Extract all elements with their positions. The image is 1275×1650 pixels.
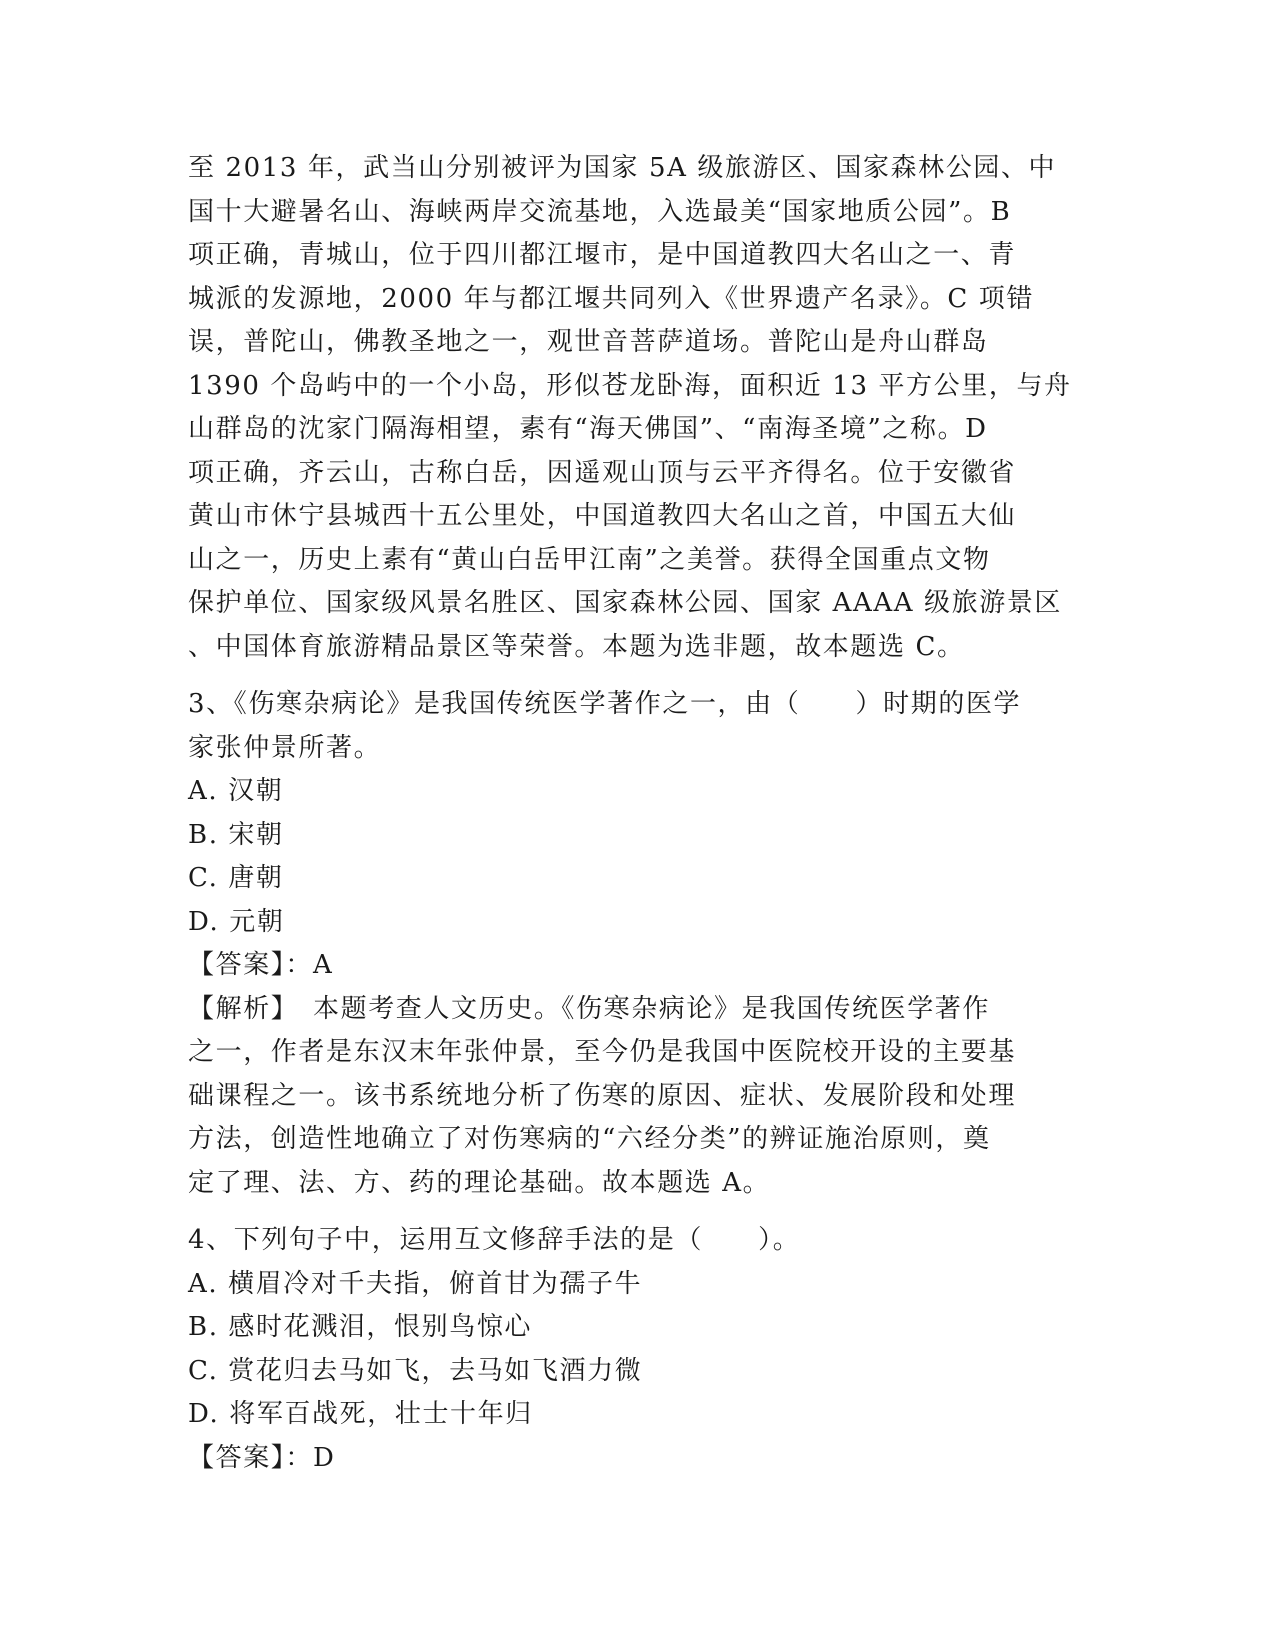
text-line: 、中国体育旅游精品景区等荣誉。本题为选非题，故本题选 C。 [188, 631, 965, 662]
text-line: 山之一，历史上素有“黄山白岳甲江南”之美誉。获得全国重点文物 [188, 544, 991, 575]
explanation-continued [188, 147, 1083, 669]
answer-line: 【答案】：A [188, 950, 334, 980]
spacer [188, 1205, 1083, 1219]
analysis-line: 方法，创造性地确立了对伤寒病的“六经分类”的辨证施治原则，奠 [188, 1124, 991, 1154]
text-line: 山群岛的沈家门隔海相望，素有“海天佛国”、“南海圣境”之称。D [188, 414, 988, 444]
option-c: C. 赏花归去马如飞，去马如飞酒力微 [188, 1355, 643, 1386]
option-d: D. 将军百战死，壮士十年归 [188, 1399, 533, 1429]
question-3 [188, 683, 1083, 1205]
analysis-line: 定了理、法、方、药的理论基础。故本题选 A。 [188, 1167, 771, 1198]
option-d: D. 元朝 [188, 906, 285, 937]
option-a: A. 汉朝 [188, 776, 284, 806]
text-line: 至 2013 年，武当山分别被评为国家 5A 级旅游区、国家森林公园、中 [188, 153, 1057, 183]
question-stem-line: 家张仲景所著。 [188, 732, 382, 763]
analysis-line: 之一，作者是东汉末年张仲景，至今仍是我国中医院校开设的主要基 [188, 1037, 1017, 1067]
spacer [188, 669, 1083, 683]
option-b: B. 感时花溅泪，恨别鸟惊心 [188, 1312, 533, 1342]
question-stem-line: 3、《伤寒杂病论》是我国传统医学著作之一，由（ ）时期的医学 [188, 689, 1022, 719]
text-line: 黄山市休宁县城西十五公里处，中国道教四大名山之首，中国五大仙 [188, 501, 1017, 531]
text-line: 城派的发源地，2000 年与都江堰共同列入《世界遗产名录》。C 项错 [188, 283, 1034, 314]
analysis-line: 础课程之一。该书系统地分析了伤寒的原因、症状、发展阶段和处理 [188, 1080, 1017, 1111]
option-a: A. 横眉冷对千夫指，俯首甘为孺子牛 [188, 1268, 643, 1299]
text-line: 项正确，青城山，位于四川都江堰市，是中国道教四大名山之一、青 [188, 240, 1017, 270]
option-b: B. 宋朝 [188, 819, 284, 850]
text-line: 误，普陀山，佛教圣地之一，观世音菩萨道场。普陀山是舟山群岛 [188, 327, 989, 357]
text-line: 1390 个岛屿中的一个小岛，形似苍龙卧海，面积近 13 平方公里，与舟 [188, 370, 1072, 401]
text-line: 国十大避暑名山、海峡两岸交流基地，入选最美“国家地质公园”。B [188, 196, 1012, 227]
analysis-line: 【解析】 本题考查人文历史。《伤寒杂病论》是我国传统医学著作 [188, 993, 991, 1024]
option-c: C. 唐朝 [188, 863, 284, 893]
answer-line: 【答案】：D [188, 1442, 336, 1473]
text-line: 项正确，齐云山，古称白岳，因遥观山顶与云平齐得名。位于安徽省 [188, 457, 1017, 488]
text-line: 保护单位、国家级风景名胜区、国家森林公园、国家 AAAA 级旅游景区 [188, 588, 1063, 618]
question-4 [188, 1219, 1083, 1480]
question-stem-line: 4、下列句子中，运用互文修辞手法的是（ ）。 [188, 1225, 801, 1255]
document-page [188, 147, 1083, 1480]
